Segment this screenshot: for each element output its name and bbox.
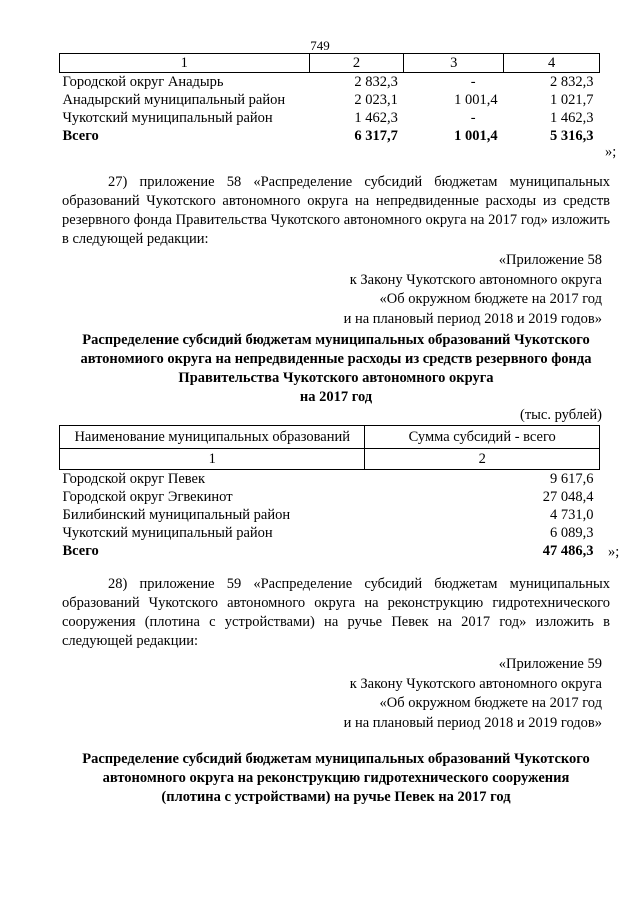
total-label: Всего: [62, 543, 99, 559]
cell: 1 462,3: [550, 110, 594, 126]
column-header: Сумма субсидий - всего: [365, 426, 600, 449]
cell: -: [470, 74, 476, 90]
table-row: [60, 91, 600, 109]
cell: 27 048,4: [542, 489, 594, 505]
column-number: 1: [60, 449, 365, 470]
appendix-line: «Об окружном бюджете на 2017 год: [379, 291, 602, 307]
table-row: [60, 488, 600, 506]
table-header-row: [60, 426, 600, 449]
column-number: 2: [365, 449, 600, 470]
row-name: Городской округ Эгвекинот: [62, 489, 233, 505]
appendix-line: и на плановый период 2018 и 2019 годов»: [343, 714, 602, 731]
subsidy-table-2: [59, 425, 600, 560]
cell: -: [470, 110, 476, 126]
table-header-row: [60, 54, 600, 73]
header-cell: 1: [60, 54, 310, 73]
title-line: Правительства Чукотского автономного округа: [178, 370, 494, 386]
appendix-line: к Закону Чукотского автономного округа: [349, 271, 602, 288]
cell: 1 001,4: [454, 92, 498, 108]
table-row: [60, 524, 600, 542]
row-name: Чукотский муниципальный район: [62, 110, 273, 126]
total-row: [60, 127, 600, 145]
title-59: [62, 750, 610, 807]
row-name: Чукотский муниципальный район: [62, 525, 273, 541]
row-name: Городской округ Анадырь: [62, 74, 224, 90]
cell: 6 317,7: [354, 128, 398, 144]
title-line: Распределение субсидий бюджетам муниципальных образований Чукотского: [82, 751, 590, 767]
table-row: [60, 109, 600, 127]
header-cell: 4: [504, 54, 600, 73]
appendix-line: «Приложение 59: [498, 656, 602, 672]
cell: 1 001,4: [454, 128, 498, 144]
appendix-59-header: [344, 655, 602, 733]
cell: 4 731,0: [550, 507, 594, 523]
appendix-58-header: [344, 251, 602, 329]
closing-quote: »;: [605, 144, 617, 160]
cell: 2 832,3: [354, 74, 398, 90]
total-label: Всего: [62, 128, 99, 144]
column-header: Наименование муниципальных образований: [60, 426, 365, 449]
cell: 6 089,3: [550, 525, 594, 541]
cell: 1 462,3: [354, 110, 398, 126]
row-name: Билибинский муниципальный район: [62, 507, 291, 523]
row-name: Анадырский муниципальный район: [62, 92, 286, 108]
cell: 2 832,3: [550, 74, 594, 90]
paragraph-27: 27) приложение 58 «Распределение субсидий бюджетам муниципальных образований Чукотского автономного округа на непредвиденные расходы из средств резервного фонда Правительства Чукотского автономного округа на 2017 год» изложить в следующей редакции:: [62, 174, 610, 247]
row-name: Городской округ Певек: [62, 471, 206, 487]
title-line: (плотина с устройствами) на ручье Певек на 2017 год: [161, 789, 511, 805]
appendix-line: и на плановый период 2018 и 2019 годов»: [343, 310, 602, 327]
cell: 2 023,1: [354, 92, 398, 108]
cell: 5 316,3: [550, 128, 594, 144]
page-number: 749: [310, 38, 330, 53]
paragraph-28: 28) приложение 59 «Распределение субсидий бюджетам муниципальных образований Чукотского автономного округа на реконструкцию гидротехнического сооружения (плотина с устройствами) на ручье Певек на 2017 год» изложить в следующей редакции:: [62, 576, 610, 649]
title-58: [62, 331, 610, 407]
appendix-line: «Об окружном бюджете на 2017 год: [379, 695, 602, 711]
header-cell: 2: [309, 54, 404, 73]
subsidy-table-1: [59, 53, 600, 145]
appendix-line: «Приложение 58: [498, 252, 602, 268]
title-line: автономиого округа на непредвиденные расходы из средств резервного фонда: [80, 351, 592, 367]
total-row: [60, 542, 600, 560]
header-cell: 3: [404, 54, 504, 73]
cell: 47 486,3: [542, 543, 594, 559]
unit-label: (тыс. рублей): [520, 407, 602, 423]
title-line: автономного округа на реконструкцию гидротехнического сооружения: [102, 770, 570, 786]
table-number-row: [60, 449, 600, 470]
title-line: на 2017 год: [299, 389, 373, 405]
cell: 9 617,6: [550, 471, 594, 487]
table-row: [60, 506, 600, 524]
appendix-line: к Закону Чукотского автономного округа: [349, 675, 602, 692]
closing-quote: »;: [608, 544, 620, 560]
table-row: [60, 73, 600, 92]
cell: 1 021,7: [550, 92, 594, 108]
table-row: [60, 470, 600, 489]
title-line: Распределение субсидий бюджетам муниципальных образований Чукотского: [82, 332, 590, 348]
